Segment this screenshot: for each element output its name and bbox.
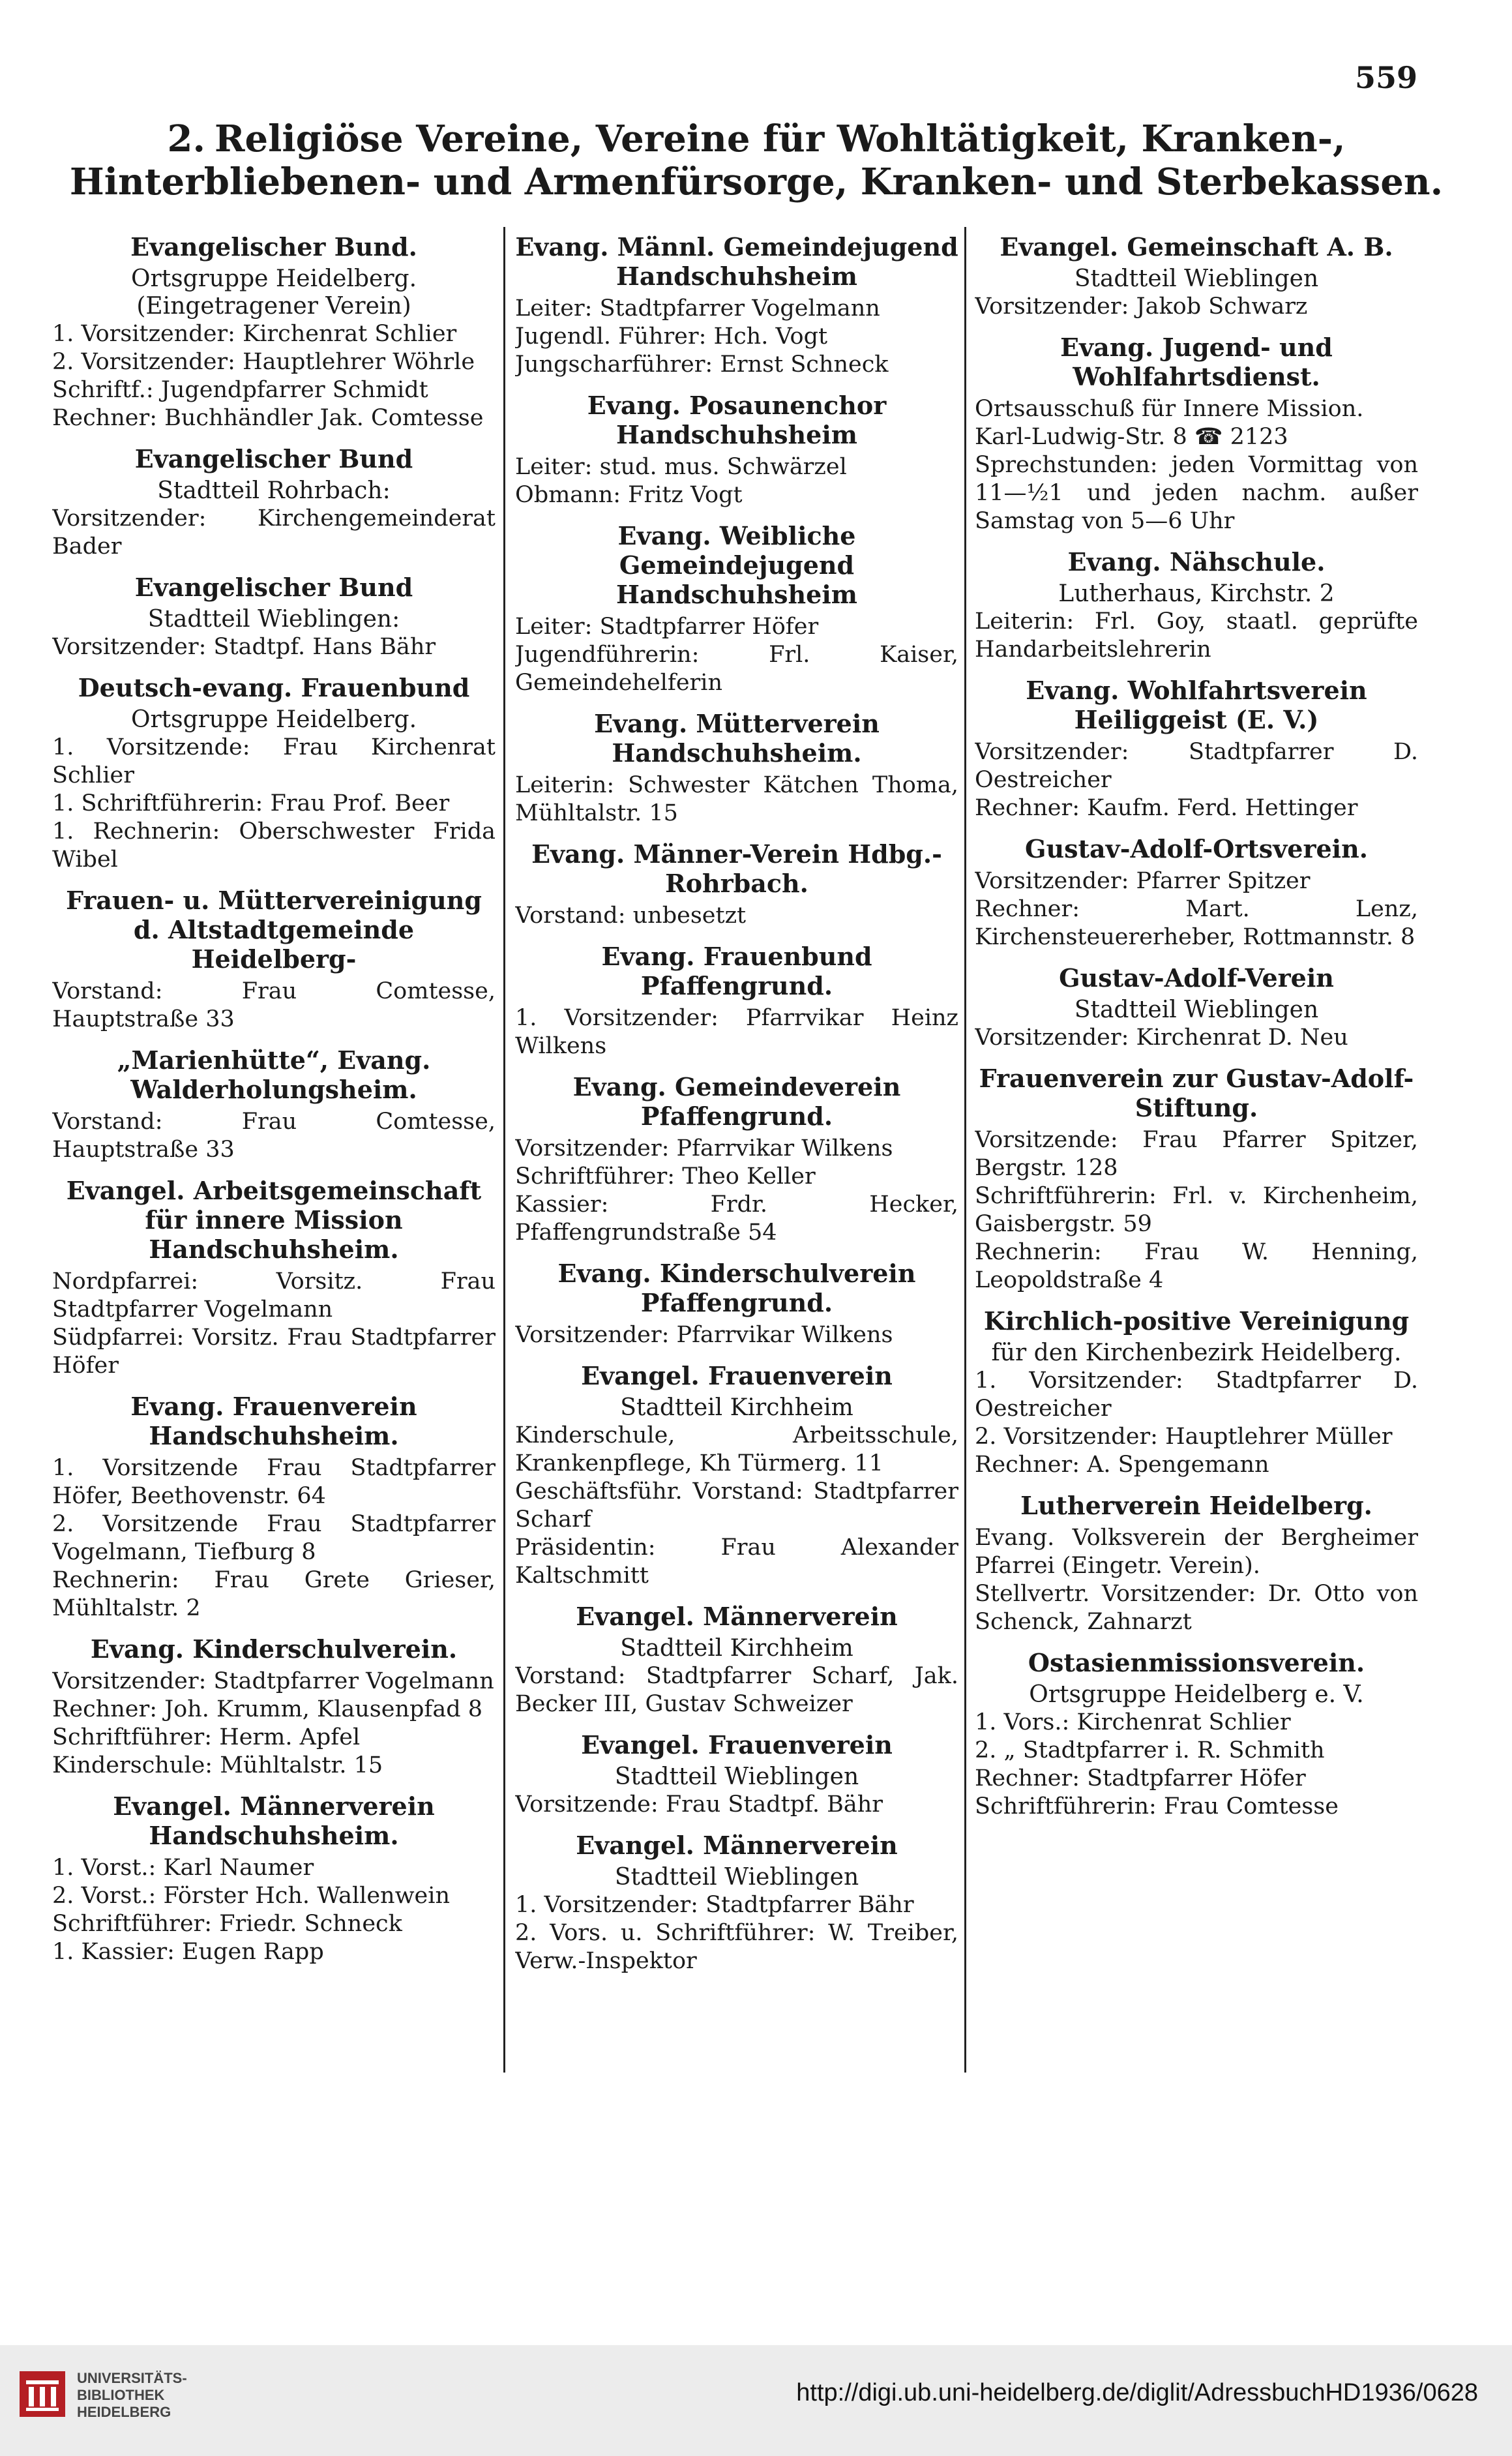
- association-title: Evang. Kinderschulverein Pfaffengrund.: [557, 1259, 916, 1317]
- association-entry: [52, 444, 496, 561]
- association-subtitle: Stadtteil Rohrbach:: [157, 477, 391, 504]
- section-title-text: Religiöse Vereine, Vereine für Wohltätigkeit, Kranken-, Hinterbliebenen- und Armenfürsorge, Kranken- und Sterbekassen.: [69, 117, 1444, 203]
- association-detail-line: Schriftführerin: Frl. v. Kirchenheim, Gaisbergstr. 59: [975, 1183, 1418, 1237]
- association-detail-line: Vorsitzender: Stadtpfarrer D. Oestreicher: [975, 739, 1418, 793]
- association-detail-line: 2. Vorsitzender: Hauptlehrer Wöhrle: [52, 349, 475, 375]
- association-detail-line: Stellvertr. Vorsitzender: Dr. Otto von Schenck, Zahnarzt: [975, 1581, 1418, 1635]
- association-entry: [975, 547, 1418, 664]
- association-title: Evang. Nähschule.: [1067, 547, 1326, 577]
- association-detail-line: Rechner: Kaufm. Ferd. Hettinger: [975, 795, 1358, 821]
- association-title: Lutherverein Heidelberg.: [1020, 1491, 1372, 1520]
- association-entry: [52, 673, 496, 874]
- association-entry: [975, 676, 1418, 822]
- association-title: Evangel. Männerverein: [576, 1602, 898, 1631]
- association-detail-line: Kinderschule: Mühltalstr. 15: [52, 1752, 383, 1778]
- association-title: Evang. Frauenbund Pfaffengrund.: [601, 942, 872, 1000]
- association-detail-line: Schriftführerin: Frau Comtesse: [975, 1793, 1339, 1820]
- association-title: Evang. Männer-Verein Hdbg.-Rohrbach.: [531, 839, 942, 898]
- association-entry: [975, 1306, 1418, 1479]
- association-entry: [52, 1176, 496, 1380]
- association-title: Evangelischer Bund.: [130, 232, 417, 262]
- association-title: Evang. Mütterverein Handschuhsheim.: [594, 709, 880, 768]
- association-entry: [52, 886, 496, 1034]
- association-detail-line: Geschäftsführ. Vorstand: Stadtpfarrer Scharf: [515, 1478, 958, 1533]
- section-title: [52, 117, 1460, 203]
- association-detail-line: Vorsitzende: Frau Stadtpf. Bähr: [515, 1791, 883, 1818]
- column-3: [975, 227, 1418, 2073]
- association-detail-line: Vorstand: unbesetzt: [515, 903, 747, 929]
- association-title: Kirchlich-positive Vereinigung: [983, 1306, 1410, 1336]
- association-detail-line: 1. Vorsitzende: Frau Kirchenrat Schlier: [52, 734, 496, 788]
- association-subtitle: Ortsgruppe Heidelberg.: [130, 706, 417, 733]
- association-entry: [52, 232, 496, 432]
- association-detail-line: Jugendl. Führer: Hch. Vogt: [515, 323, 828, 350]
- association-entry: [515, 942, 958, 1060]
- association-detail-line: Leiter: Stadtpfarrer Vogelmann: [515, 295, 880, 322]
- association-entry: [52, 1045, 496, 1164]
- association-entry: [515, 839, 958, 930]
- association-detail-line: Evang. Volksverein der Bergheimer Pfarrei (Eingetr. Verein).: [975, 1525, 1418, 1579]
- association-detail-line: Rechnerin: Frau Grete Grieser, Mühltalstr. 2: [52, 1567, 496, 1621]
- association-detail-line: Schriftf.: Jugendpfarrer Schmidt: [52, 377, 428, 403]
- association-detail-line: 1. Vorsitzende Frau Stadtpfarrer Höfer, Beethovenstr. 64: [52, 1455, 496, 1509]
- association-title: Evang. Weibliche Gemeindejugend Handschuhsheim: [616, 521, 857, 609]
- association-detail-line: Rechnerin: Frau W. Henning, Leopoldstraße 4: [975, 1239, 1418, 1293]
- association-entry: [52, 1392, 496, 1623]
- association-title: Evangel. Arbeitsgemeinschaft für innere Mission Handschuhsheim.: [66, 1176, 482, 1264]
- association-entry: [515, 709, 958, 828]
- association-entry: [515, 1072, 958, 1247]
- association-title: Frauenverein zur Gustav-Adolf-Stiftung.: [979, 1064, 1414, 1122]
- association-entry: [975, 1648, 1418, 1821]
- page-number: 559: [1354, 60, 1417, 95]
- association-entry: [515, 391, 958, 509]
- association-detail-line: Vorstand: Stadtpfarrer Scharf, Jak. Becker III, Gustav Schweizer: [515, 1663, 958, 1717]
- association-title: Evang. Frauenverein Handschuhsheim.: [130, 1392, 417, 1450]
- association-detail-line: Vorsitzender: Stadtpf. Hans Bähr: [52, 634, 436, 660]
- association-detail-line: 2. Vorst.: Förster Hch. Wallenwein: [52, 1883, 450, 1909]
- association-entry: [515, 1361, 958, 1590]
- association-detail-line: Vorsitzender: Pfarrer Spitzer: [975, 868, 1311, 894]
- association-subtitle: Stadtteil Kirchheim: [620, 1635, 853, 1662]
- association-title: Evangel. Männerverein: [576, 1831, 898, 1860]
- association-title: Gustav-Adolf-Verein: [1059, 963, 1334, 993]
- association-title: Evangelischer Bund: [134, 444, 413, 473]
- association-title: Evang. Gemeindeverein Pfaffengrund.: [572, 1072, 901, 1131]
- association-detail-line: Vorstand: Frau Comtesse, Hauptstraße 33: [52, 978, 496, 1032]
- association-detail-line: Vorsitzender: Pfarrvikar Wilkens: [515, 1322, 893, 1348]
- association-title: Evang. Wohlfahrtsverein Heiliggeist (E. V.): [1026, 676, 1367, 734]
- association-detail-line: Vorstand: Frau Comtesse, Hauptstraße 33: [52, 1109, 496, 1163]
- association-entry: [515, 1602, 958, 1718]
- association-subtitle: Stadtteil Wieblingen: [1074, 996, 1319, 1023]
- association-detail-line: 1. Vorsitzender: Stadtpfarrer Bähr: [515, 1892, 914, 1918]
- association-title: Evangel. Frauenverein: [581, 1730, 893, 1760]
- section-number: 2.: [167, 117, 205, 160]
- association-detail-line: Vorsitzender: Stadtpfarrer Vogelmann: [52, 1668, 494, 1694]
- association-detail-line: Jugendführerin: Frl. Kaiser, Gemeindehelferin: [515, 642, 958, 696]
- association-detail-line: 1. Vorst.: Karl Naumer: [52, 1855, 314, 1881]
- association-entry: [975, 333, 1418, 535]
- association-detail-line: Vorsitzender: Kirchengemeinderat Bader: [52, 505, 496, 560]
- column-divider: [503, 227, 505, 2073]
- association-entry: [975, 1064, 1418, 1295]
- association-title: Evang. Posaunenchor Handschuhsheim: [587, 391, 887, 449]
- association-subtitle: (Eingetragener Verein): [136, 293, 411, 320]
- association-detail-line: Nordpfarrei: Vorsitz. Frau Stadtpfarrer Vogelmann: [52, 1268, 496, 1323]
- association-title: Evang. Männl. Gemeindejugend Handschuhsheim: [515, 232, 958, 291]
- association-detail-line: Schriftführer: Theo Keller: [515, 1163, 816, 1190]
- association-detail-line: 1. Vorsitzender: Pfarrvikar Heinz Wilkens: [515, 1005, 958, 1059]
- association-entry: [975, 834, 1418, 951]
- footer-bar: [0, 2345, 1512, 2456]
- association-detail-line: 2. Vors. u. Schriftführer: W. Treiber, Verw.-Inspektor: [515, 1920, 958, 1974]
- association-detail-line: 1. Vorsitzender: Kirchenrat Schlier: [52, 321, 457, 347]
- association-detail-line: Rechner: Buchhändler Jak. Comtesse: [52, 405, 484, 431]
- association-subtitle: Stadtteil Wieblingen:: [147, 606, 400, 633]
- association-detail-line: Rechner: Joh. Krumm, Klausenpfad 8: [52, 1696, 483, 1722]
- association-detail-line: 1. Schriftführerin: Frau Prof. Beer: [52, 790, 450, 816]
- association-detail-line: Leiterin: Frl. Goy, staatl. geprüfte Handarbeitslehrerin: [975, 608, 1418, 663]
- association-detail-line: Rechner: Mart. Lenz, Kirchensteuererheber, Rottmannstr. 8: [975, 896, 1418, 950]
- association-entry: [975, 963, 1418, 1052]
- association-entry: [975, 232, 1418, 321]
- association-subtitle: Lutherhaus, Kirchstr. 2: [1058, 580, 1335, 607]
- association-title: Evangelischer Bund: [134, 573, 413, 602]
- association-title: Evang. Jugend- und Wohlfahrtsdienst.: [1060, 333, 1333, 391]
- association-detail-line: Schriftführer: Herm. Apfel: [52, 1724, 361, 1750]
- column-1: [52, 227, 496, 2073]
- association-entry: [52, 1634, 496, 1780]
- association-detail-line: Kinderschule, Arbeitsschule, Krankenpflege, Kh Türmerg. 11: [515, 1422, 958, 1476]
- column-2: [515, 227, 958, 2073]
- association-detail-line: 2. Vorsitzende Frau Stadtpfarrer Vogelmann, Tiefburg 8: [52, 1511, 496, 1565]
- association-detail-line: 1. Kassier: Eugen Rapp: [52, 1939, 324, 1965]
- association-detail-line: 2. „ Stadtpfarrer i. R. Schmith: [975, 1737, 1325, 1763]
- association-detail-line: Rechner: Stadtpfarrer Höfer: [975, 1765, 1306, 1791]
- association-detail-line: Leiter: Stadtpfarrer Höfer: [515, 614, 819, 640]
- association-detail-line: Schriftführer: Friedr. Schneck: [52, 1911, 402, 1937]
- association-detail-line: Rechner: A. Spengemann: [975, 1452, 1269, 1478]
- column-divider: [964, 227, 966, 2073]
- association-detail-line: Karl-Ludwig-Str. 8 ☎ 2123: [975, 424, 1288, 450]
- association-subtitle: Ortsgruppe Heidelberg.: [130, 265, 417, 292]
- association-subtitle: für den Kirchenbezirk Heidelberg.: [991, 1340, 1402, 1366]
- association-entry: [52, 573, 496, 661]
- association-title: Deutsch-evang. Frauenbund: [78, 673, 470, 702]
- association-subtitle: Stadtteil Kirchheim: [620, 1394, 853, 1421]
- association-entry: [515, 1259, 958, 1349]
- association-title: Gustav-Adolf-Ortsverein.: [1025, 834, 1368, 863]
- association-detail-line: 1. Rechnerin: Oberschwester Frida Wibel: [52, 818, 496, 873]
- association-detail-line: Ortsausschuß für Innere Mission.: [975, 396, 1364, 422]
- institution-name: UNIVERSITÄTS- BIBLIOTHEK HEIDELBERG: [77, 2370, 187, 2420]
- association-detail-line: Vorsitzender: Pfarrvikar Wilkens: [515, 1135, 893, 1161]
- association-subtitle: Ortsgruppe Heidelberg e. V.: [1029, 1681, 1364, 1708]
- association-detail-line: Vorsitzender: Jakob Schwarz: [975, 293, 1308, 320]
- source-url-link[interactable]: http://digi.ub.uni-heidelberg.de/diglit/AdressbuchHD1936/0628: [796, 2379, 1478, 2406]
- association-detail-line: Präsidentin: Frau Alexander Kaltschmitt: [515, 1535, 958, 1589]
- association-subtitle: Stadtteil Wieblingen: [1074, 265, 1319, 292]
- university-library-logo-icon: [20, 2371, 65, 2417]
- association-entry: [975, 1491, 1418, 1636]
- association-detail-line: 1. Vorsitzender: Stadtpfarrer D. Oestreicher: [975, 1368, 1418, 1422]
- association-detail-line: Kassier: Frdr. Hecker, Pfaffengrundstraße 54: [515, 1191, 958, 1246]
- association-detail-line: 1. Vors.: Kirchenrat Schlier: [975, 1709, 1291, 1735]
- association-entry: [515, 521, 958, 697]
- association-detail-line: Leiter: stud. mus. Schwärzel: [515, 454, 847, 480]
- association-detail-line: Obmann: Fritz Vogt: [515, 482, 743, 508]
- association-title: „Marienhütte“, Evang. Walderholungsheim.: [117, 1045, 431, 1104]
- association-title: Evangel. Gemeinschaft A. B.: [1000, 232, 1393, 262]
- association-title: Frauen- u. Müttervereinigung d. Altstadtgemeinde Heidelberg-: [66, 886, 482, 974]
- association-title: Ostasienmissionsverein.: [1028, 1648, 1365, 1677]
- association-detail-line: Jungscharführer: Ernst Schneck: [515, 352, 889, 378]
- association-detail-line: Leiterin: Schwester Kätchen Thoma, Mühltalstr. 15: [515, 772, 958, 826]
- association-entry: [515, 1831, 958, 1975]
- association-subtitle: Stadtteil Wieblingen: [614, 1763, 859, 1790]
- association-entry: [52, 1791, 496, 1966]
- association-entry: [515, 232, 958, 379]
- association-title: Evangel. Frauenverein: [581, 1361, 893, 1390]
- association-title: Evang. Kinderschulverein.: [90, 1634, 458, 1664]
- association-detail-line: Vorsitzende: Frau Pfarrer Spitzer, Bergstr. 128: [975, 1127, 1418, 1181]
- association-detail-line: Vorsitzender: Kirchenrat D. Neu: [975, 1025, 1348, 1051]
- association-detail-line: Sprechstunden: jeden Vormittag von 11—½1 und jeden nachm. außer Samstag von 5—6 Uhr: [975, 452, 1418, 534]
- association-entry: [515, 1730, 958, 1819]
- association-detail-line: 2. Vorsitzender: Hauptlehrer Müller: [975, 1424, 1393, 1450]
- association-title: Evangel. Männerverein Handschuhsheim.: [113, 1791, 435, 1850]
- association-subtitle: Stadtteil Wieblingen: [614, 1864, 859, 1891]
- association-detail-line: Südpfarrei: Vorsitz. Frau Stadtpfarrer Höfer: [52, 1325, 496, 1379]
